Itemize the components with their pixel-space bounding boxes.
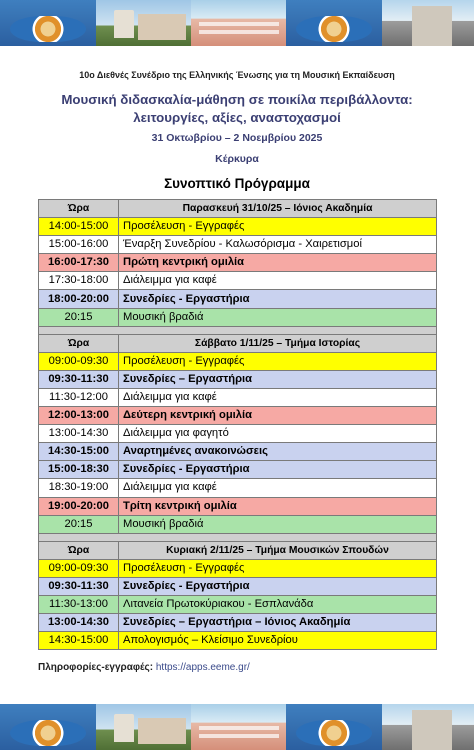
session-event: Λιτανεία Πρωτοκύριακου - Εσπλανάδα [119, 595, 437, 613]
day-header: Παρασκευή 31/10/25 – Ιόνιος Ακαδημία [119, 200, 437, 218]
old-town-photo [96, 704, 191, 750]
session-time: 14:30-15:00 [39, 632, 119, 650]
schedule-row [39, 497, 437, 515]
session-time: 18:30-19:00 [39, 479, 119, 497]
session-event: Διάλειμμα για φαγητό [119, 425, 437, 443]
session-event: Μουσική βραδιά [119, 308, 437, 326]
session-time: 09:00-09:30 [39, 559, 119, 577]
session-time: 19:00-20:00 [39, 497, 119, 515]
old-town-photo [96, 0, 191, 46]
schedule-row [39, 577, 437, 595]
schedule-row [39, 218, 437, 236]
session-event: Αναρτημένες ανακοινώσεις [119, 443, 437, 461]
day-header: Σάββατο 1/11/25 – Τμήμα Ιστορίας [119, 334, 437, 352]
session-event: Μουσική βραδιά [119, 515, 437, 533]
session-event: Διάλειμμα για καφέ [119, 272, 437, 290]
bottom-photo-banner [0, 704, 474, 750]
session-time: 16:00-17:30 [39, 254, 119, 272]
session-event: Διάλειμμα για καφέ [119, 388, 437, 406]
session-time: 13:00-14:30 [39, 614, 119, 632]
session-time: 20:15 [39, 308, 119, 326]
schedule-row [39, 515, 437, 533]
session-event: Έναρξη Συνεδρίου - Καλωσόρισμα - Χαιρετισμοί [119, 236, 437, 254]
session-event: Προσέλευση - Εγγραφές [119, 352, 437, 370]
schedule-row [39, 595, 437, 613]
session-event: Προσέλευση - Εγγραφές [119, 559, 437, 577]
session-event: Απολογισμός – Κλείσιμο Συνεδρίου [119, 632, 437, 650]
session-event: Προσέλευση - Εγγραφές [119, 218, 437, 236]
schedule-row [39, 272, 437, 290]
info-link[interactable]: https://apps.eeme.gr/ [155, 662, 250, 673]
schedule-row [39, 461, 437, 479]
session-event: Δεύτερη κεντρική ομιλία [119, 407, 437, 425]
conference-theme [0, 91, 474, 127]
session-event: Πρώτη κεντρική ομιλία [119, 254, 437, 272]
session-time: 14:30-15:00 [39, 443, 119, 461]
session-event: Συνεδρίες – Εργαστήρια – Ιόνιος Ακαδημία [119, 614, 437, 632]
day-header-row [39, 334, 437, 352]
conference-logo-icon [0, 704, 96, 750]
session-time: 15:00-16:00 [39, 236, 119, 254]
conference-dates: 31 Οκτωβρίου – 2 Νοεμβρίου 2025 [151, 132, 323, 144]
top-photo-banner [0, 0, 474, 46]
theme-line-2: λειτουργίες, αξίες, αναστοχασμοί [133, 110, 341, 125]
conference-logo-icon [286, 704, 382, 750]
session-event: Συνεδρίες - Εργαστήρια [119, 461, 437, 479]
schedule-row [39, 352, 437, 370]
conference-logo-icon [286, 0, 382, 46]
day-separator-cell [39, 326, 437, 334]
schedule-row [39, 443, 437, 461]
day-header-row [39, 200, 437, 218]
schedule-row [39, 559, 437, 577]
organizer-line: 10ο Διεθνές Συνέδριο της Ελληνικής Ένωσης για τη Μουσική Εκπαίδευση [79, 70, 395, 80]
schedule-row [39, 254, 437, 272]
theme-line-1: Μουσική διδασκαλία-μάθηση σε ποικίλα περιβάλλοντα: [61, 92, 413, 107]
session-event: Συνεδρίες - Εργαστήρια [119, 577, 437, 595]
session-time: 20:15 [39, 515, 119, 533]
session-event: Συνεδρίες - Εργαστήρια [119, 290, 437, 308]
schedule-row [39, 308, 437, 326]
schedule-table [38, 199, 437, 650]
time-column-header: Ώρα [39, 541, 119, 559]
program-title: Συνοπτικό Πρόγραμμα [164, 176, 310, 191]
time-column-header: Ώρα [39, 200, 119, 218]
day-separator [39, 533, 437, 541]
session-time: 18:00-20:00 [39, 290, 119, 308]
building-photo [382, 0, 474, 46]
conference-logo-icon [0, 0, 96, 46]
session-event: Τρίτη κεντρική ομιλία [119, 497, 437, 515]
session-event: Διάλειμμα για καφέ [119, 479, 437, 497]
session-time: 17:30-18:00 [39, 272, 119, 290]
cityscape-photo [191, 704, 286, 750]
time-column-header: Ώρα [39, 334, 119, 352]
schedule-row [39, 236, 437, 254]
building-photo [382, 704, 474, 750]
session-time: 11:30-13:00 [39, 595, 119, 613]
session-event: Συνεδρίες – Εργαστήρια [119, 370, 437, 388]
session-time: 11:30-12:00 [39, 388, 119, 406]
conference-city: Κέρκυρα [215, 153, 259, 165]
day-header-row [39, 541, 437, 559]
schedule-row [39, 370, 437, 388]
session-time: 14:00-15:00 [39, 218, 119, 236]
day-separator-cell [39, 533, 437, 541]
schedule-row [39, 407, 437, 425]
session-time: 15:00-18:30 [39, 461, 119, 479]
schedule-row [39, 479, 437, 497]
session-time: 09:30-11:30 [39, 577, 119, 595]
day-separator [39, 326, 437, 334]
session-time: 09:30-11:30 [39, 370, 119, 388]
schedule-row [39, 632, 437, 650]
session-time: 12:00-13:00 [39, 407, 119, 425]
schedule-row [39, 614, 437, 632]
session-time: 09:00-09:30 [39, 352, 119, 370]
schedule-row [39, 425, 437, 443]
info-label: Πληροφορίες-εγγραφές: [38, 662, 154, 673]
schedule-row [39, 388, 437, 406]
day-header: Κυριακή 2/11/25 – Τμήμα Μουσικών Σπουδών [119, 541, 437, 559]
info-line [38, 662, 250, 673]
schedule-row [39, 290, 437, 308]
session-time: 13:00-14:30 [39, 425, 119, 443]
cityscape-photo [191, 0, 286, 46]
